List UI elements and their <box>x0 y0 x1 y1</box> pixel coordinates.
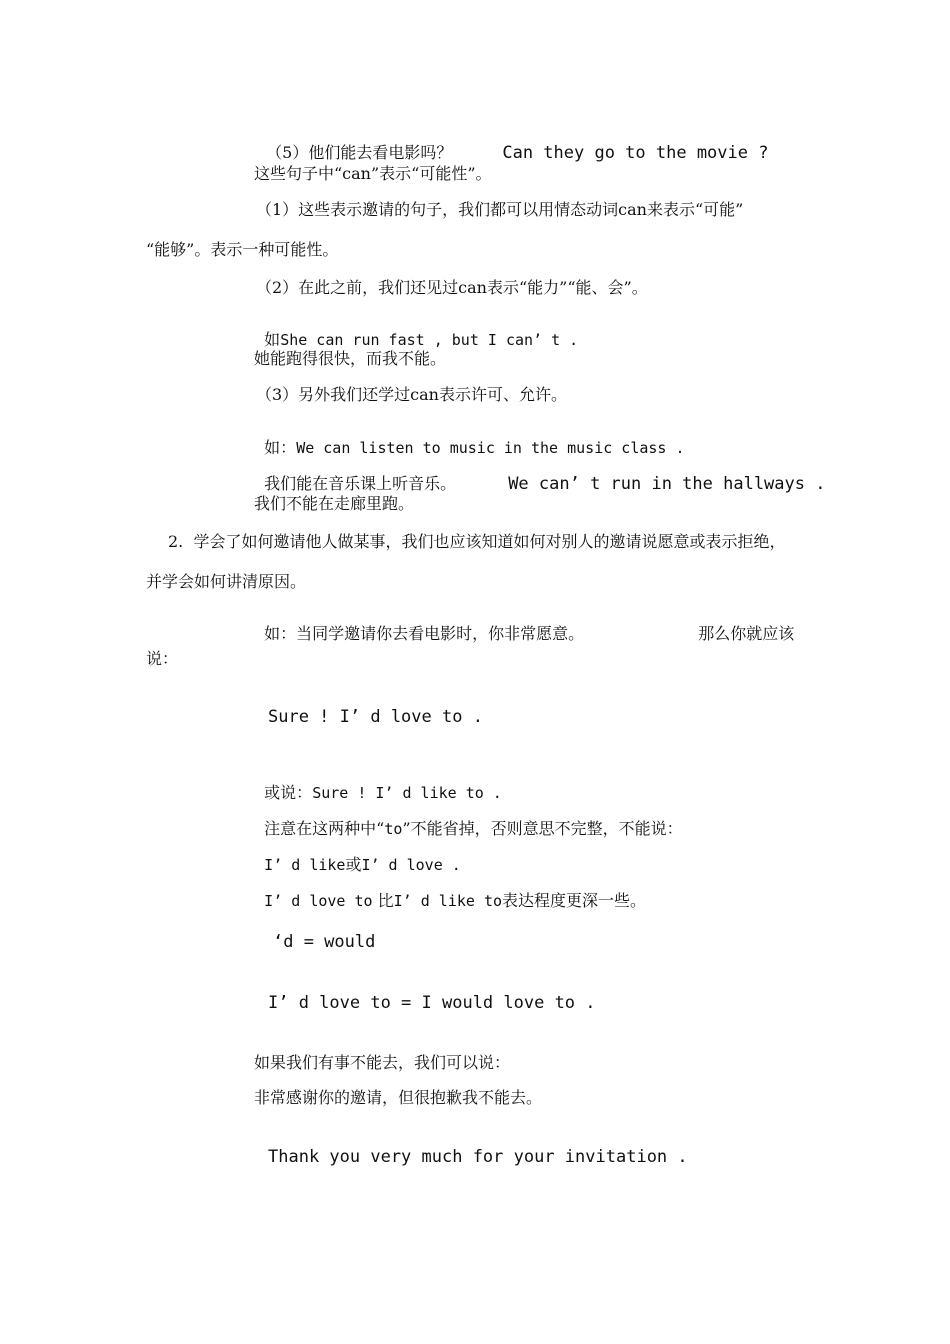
accept-en: Sure ! I’ d like to . <box>312 784 502 802</box>
scenario-accept-continued: 说： <box>146 649 179 668</box>
example-prefix: 如： <box>264 438 297 457</box>
example-permission-translation <box>254 460 825 493</box>
example-ability <box>254 316 578 348</box>
accept-phrase-love: Sure ! I’ d love to . <box>268 707 483 727</box>
scenario-accept <box>254 610 794 642</box>
example-prohibition-translation: 我们不能在走廊里跑。 <box>254 494 415 513</box>
compare-word: 比 <box>372 891 394 910</box>
line-5-question <box>256 129 768 162</box>
question-en: Can they go to the movie ? <box>502 143 769 163</box>
note-text: 注意在这两种中“ <box>264 819 385 838</box>
compare-phrase-1: I’ d love to <box>264 892 373 910</box>
scenario-text: 如：当同学邀请你去看电影时，你非常愿意。 <box>264 624 585 643</box>
contraction-note: ‘d = would <box>273 932 376 952</box>
example-en: She can run fast , but I can’ t . <box>280 331 579 349</box>
wrong-form-2: I’ d love . <box>361 856 461 874</box>
example-permission <box>254 424 685 456</box>
decline-phrase: Thank you very much for your invitation . <box>268 1147 688 1167</box>
point-1: （1）这些表示邀请的句子，我们都可以用情态动词can来表示“可能” <box>256 200 744 219</box>
note-to-required <box>254 805 683 837</box>
section-2: 2. 学会了如何邀请他人做某事，我们也应该知道如何对别人的邀请说愿意或表示拒绝， <box>168 532 786 551</box>
wrong-form-1: I’ d like <box>264 856 346 874</box>
section-2-continued: 并学会如何讲清原因。 <box>146 572 307 591</box>
example-prefix: 如 <box>264 330 281 349</box>
decline-translation: 非常感谢你的邀请，但很抱歉我不能去。 <box>254 1088 543 1107</box>
question-zh: （5）他们能去看电影吗？ <box>266 143 453 162</box>
compare-text: 表达程度更深一些。 <box>502 891 647 910</box>
example-en: We can’ t run in the hallways . <box>508 474 826 494</box>
accept-phrase-like <box>254 769 502 801</box>
can-possibility-note: 这些句子中“can”表示“可能性”。 <box>254 164 492 183</box>
point-1-continued: “能够”。表示一种可能性。 <box>146 240 339 259</box>
example-en: We can listen to music in the music class . <box>296 439 685 457</box>
example-ability-translation: 她能跑得很快，而我不能。 <box>254 349 447 368</box>
wrong-forms <box>254 841 461 873</box>
decline-intro: 如果我们有事不能去，我们可以说： <box>254 1053 511 1072</box>
note-text-tail: ”不能省掉，否则意思不完整，不能说： <box>402 819 683 838</box>
scenario-text-tail: 那么你就应该 <box>698 624 795 643</box>
compare-phrase-2: I’ d like to <box>393 892 503 910</box>
or-word: 或 <box>345 855 362 874</box>
contraction-expansion: I’ d love to = I would love to . <box>268 993 596 1013</box>
point-3: （3）另外我们还学过can表示许可、允许。 <box>256 385 567 404</box>
translation-zh: 我们能在音乐课上听音乐。 <box>264 474 457 493</box>
or-say: 或说： <box>264 783 313 802</box>
note-keyword: to <box>384 820 403 838</box>
point-2: （2）在此之前，我们还见过can表示“能力”“能、会”。 <box>256 278 648 297</box>
degree-comparison <box>254 877 646 909</box>
